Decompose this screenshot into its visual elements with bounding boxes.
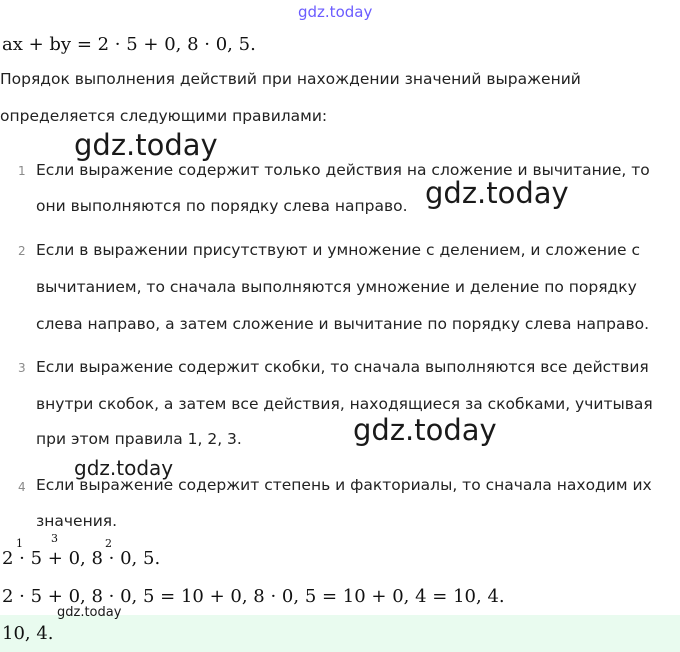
intro-line-2: определяется следующими правилами: [0, 107, 328, 125]
rule-number: 3 [18, 361, 26, 375]
equation-top: ax + by = 2 · 5 + 0, 8 · 0, 5. [2, 34, 256, 55]
calculation: 2 · 5 + 0, 8 · 0, 5 = 10 + 0, 8 · 0, 5 = 10 + 0, 4 = 10, 4. [2, 586, 505, 607]
watermark-top: gdz.today [298, 3, 373, 21]
answer-highlight [0, 615, 680, 652]
watermark-2: gdz.today [425, 176, 569, 210]
watermark-3: gdz.today [353, 413, 497, 447]
rule-number: 2 [18, 244, 26, 258]
rule-3-line-2: внутри скобок, а затем все действия, находящиеся за скобками, учитывая [36, 395, 653, 413]
rule-2-line-1: Если в выражении присутствуют и умножение с делением, и сложение с [36, 241, 641, 259]
rule-number: 4 [18, 480, 26, 494]
rule-2-line-2: вычитанием, то сначала выполняются умножение и деление по порядку [36, 278, 637, 296]
rule-2-line-3: слева направо, а затем сложение и вычитание по порядку слева направо. [36, 315, 650, 333]
rule-1-line-1: Если выражение содержит только действия на сложение и вычитание, то [36, 161, 650, 179]
order-mark-1: 1 [16, 537, 23, 550]
rule-3-line-3: при этом правила 1, 2, 3. [36, 430, 242, 448]
watermark-1: gdz.today [74, 128, 218, 162]
order-mark-2: 2 [105, 537, 112, 550]
intro-line-1: Порядок выполнения действий при нахождении значений выражений [0, 70, 581, 88]
rule-4-line-2: значения. [36, 512, 118, 530]
rule-number: 1 [18, 164, 26, 178]
rule-4-line-1: Если выражение содержит степень и факториалы, то сначала находим их [36, 476, 652, 494]
answer: 10, 4. [2, 623, 54, 644]
order-expression: 2 · 5 + 0, 8 · 0, 5. [2, 548, 161, 569]
order-mark-3: 3 [51, 532, 58, 545]
watermark-5: gdz.today [57, 605, 122, 620]
rule-1-line-2: они выполняются по порядку слева направо. [36, 197, 408, 215]
watermark-4: gdz.today [74, 456, 174, 480]
rule-3-line-1: Если выражение содержит скобки, то сначала выполняются все действия [36, 358, 649, 376]
